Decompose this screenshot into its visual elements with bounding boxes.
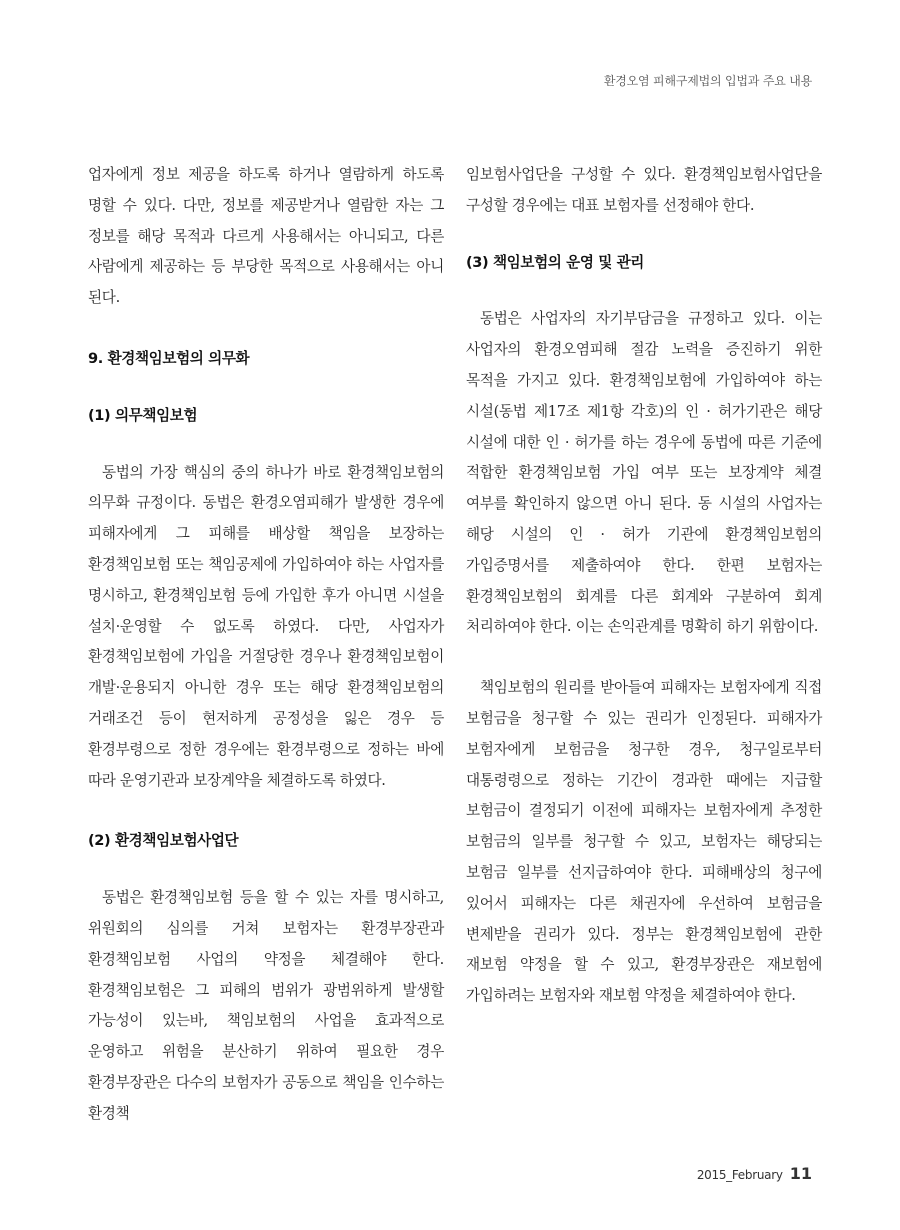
paragraph-consortium-cont: 임보험사업단을 구성할 수 있다. 환경책임보험사업단을 구성할 경우에는 대표 보험자를 선정해야 한다.: [466, 166, 822, 214]
section-heading: 9. 환경책임보험의 의무화: [88, 349, 250, 367]
page-number: 11: [789, 1164, 812, 1183]
left-column: [88, 160, 444, 1130]
paragraph-intro: 업자에게 정보 제공을 하도록 하거나 열람하게 하도록 명할 수 있다. 다만, 정보를 제공받거나 열람한 자는 그 정보를 해당 목적과 다르게 사용해서는 아니되고, 다른 사람에게 제공하는 등 부당한 목적으로 사용해서는 아니 된다.: [88, 166, 444, 307]
paragraph-direct-claim: 책임보험의 원리를 받아들여 피해자는 보험자에게 직접 보험금을 청구할 수 있는 권리가 인정된다. 피해자가 보험자에게 보험금을 청구한 경우, 청구일로부터 대통령령으로 정하는 기간이 경과한 때에는 지급할 보험금이 결정되기 이전에 피해자는 보험자에게 추정한 보험금의 일부를 청구할 수 있고, 보험자는 해당되는 보험금 일부를 선지급하여야 한다. 피해배상의 청구에 있어서 피해자는 다른 채권자에 우선하여 보험금을 변제받을 권리가 있다. 정부는 환경책임보험에 관한 재보험 약정을 할 수 있고, 환경부장관은 재보험에 가입하려는 보험자와 재보험 약정을 체결하여야 한다.: [466, 679, 822, 1005]
page-footer: [697, 1164, 812, 1183]
subsection-heading-3: (3) 책임보험의 운영 및 관리: [466, 253, 644, 271]
running-header: 환경오염 피해구제법의 입법과 주요 내용: [603, 74, 812, 88]
paragraph-mandatory-insurance: 동법의 가장 핵심의 중의 하나가 바로 환경책임보험의 의무화 규정이다. 동법은 환경오염피해가 발생한 경우에 피해자에게 그 피해를 배상할 책임을 보장하는 환경책임보험 또는 책임공제에 가입하여야 하는 사업자를 명시하고, 환경책임보험 등에 가입한 후가 아니면 시설을 설치·운영할 수 없도록 하였다. 다만, 사업자가 환경책임보험에 가입을 거절당한 경우나 환경책임보험이 개발·운용되지 아니한 경우 또는 해당 환경책임보험의 거래조건 등이 현저하게 공정성을 잃은 경우 등 환경부령으로 정한 경우에는 환경부령으로 정하는 바에 따라 운영기관과 보장계약을 체결하도록 하였다.: [88, 463, 444, 789]
paragraph-insurance-consortium: 동법은 환경책임보험 등을 할 수 있는 자를 명시하고, 위원회의 심의를 거쳐 보험자는 환경부장관과 환경책임보험 사업의 약정을 체결해야 한다. 환경책임보험은 그 피해의 범위가 광범위하게 발생할 가능성이 있는바, 책임보험의 사업을 효과적으로 운영하고 위험을 분산하기 위하여 필요한 경우 환경부장관은 다수의 보험자가 공동으로 책임을 인수하는 환경책: [88, 889, 444, 1122]
paragraph-operation-management: 동법은 사업자의 자기부담금을 규정하고 있다. 이는 사업자의 환경오염피해 절감 노력을 증진하기 위한 목적을 가지고 있다. 환경책임보험에 가입하여야 하는 시설(동법 제17조 제1항 각호)의 인 · 허가기관은 해당 시설에 대한 인 · 허가를 하는 경우에 동법에 따른 기준에 적합한 환경책임보험 가입 여부 또는 보장계약 체결 여부를 확인하지 않으면 아니 된다. 동 시설의 사업자는 해당 시설의 인 · 허가 기관에 환경책임보험의 가입증명서를 제출하여야 한다. 한편 보험자는 환경책임보험의 회계를 다른 회계와 구분하여 회계 처리하여야 한다. 이는 손익관계를 명확히 하기 위함이다.: [466, 310, 822, 636]
subsection-heading-2: (2) 환경책임보험사업단: [88, 832, 239, 850]
issue-label: 2015_February: [696, 1168, 783, 1182]
right-column: [466, 160, 822, 1012]
subsection-heading-1: (1) 의무책임보험: [88, 406, 198, 424]
